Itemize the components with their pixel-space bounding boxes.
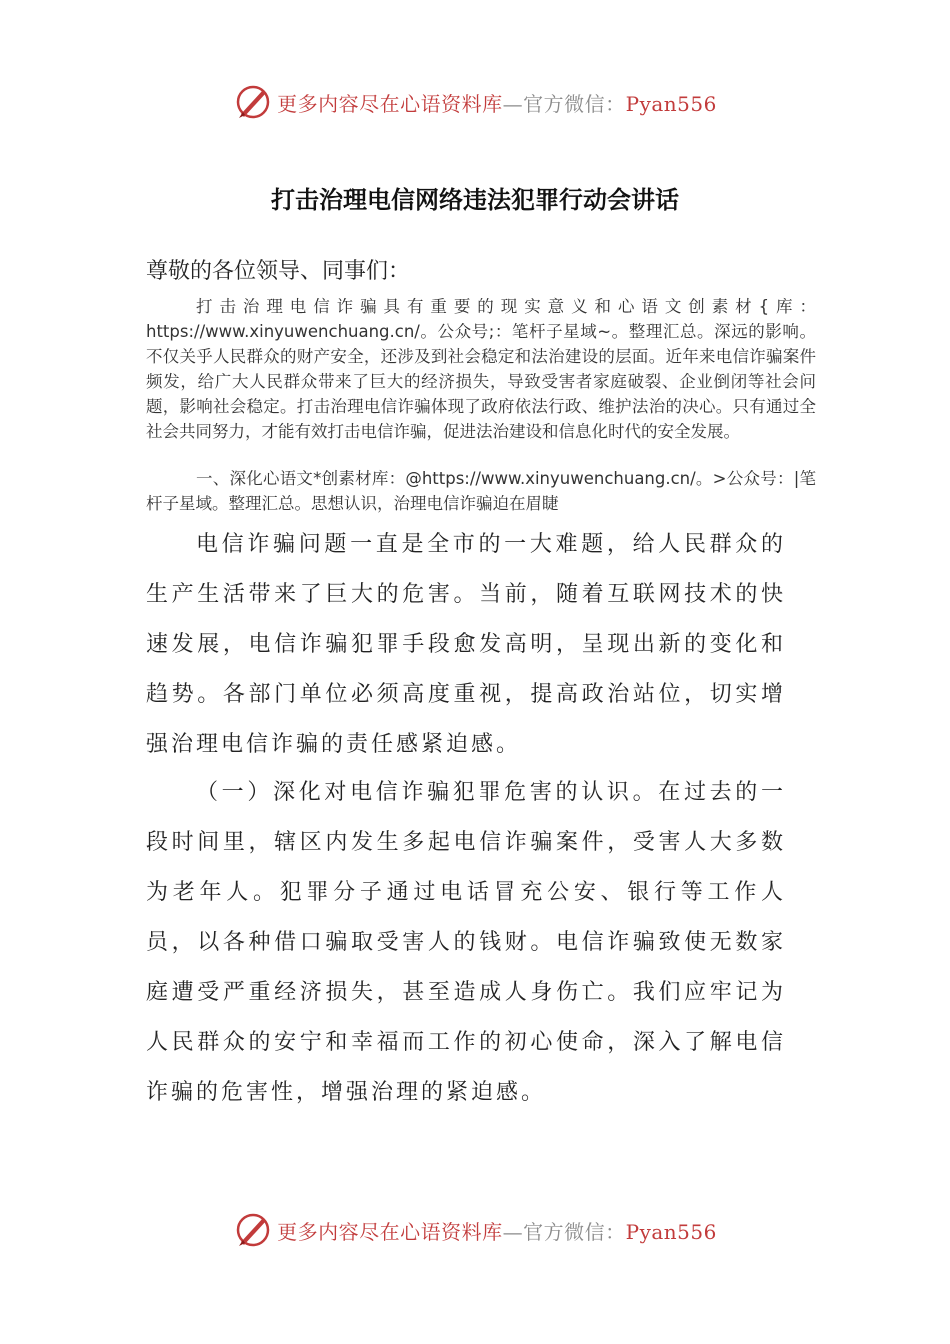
section-heading: 一、深化心语文*创素材库：@https://www.xinyuwenchuang.cn/。>公众号：|笔杆子星域。整理汇总。思想认识，治理电信诈骗迫在眉睫	[146, 469, 816, 513]
document-title: 打击治理电信网络违法犯罪行动会讲话	[271, 186, 679, 214]
banner-dash: —	[502, 1219, 524, 1244]
quill-pen-logo-icon	[233, 1210, 273, 1250]
banner-wechat-id: Pyan556	[625, 1219, 717, 1244]
banner-wechat-label: 官方微信：	[523, 91, 626, 116]
footer-banner	[0, 1208, 950, 1252]
banner-main-text: 更多内容尽在心语资料库	[277, 91, 503, 116]
banner-main-text: 更多内容尽在心语资料库	[277, 1219, 503, 1244]
banner-wechat-id: Pyan556	[625, 91, 717, 116]
banner-dash: —	[502, 91, 524, 116]
body-paragraph-1: 电信诈骗问题一直是全市的一大难题，给人民群众的生产生活带来了巨大的危害。当前，随着互联网技术的快速发展，电信诈骗犯罪手段愈发高明，呈现出新的变化和趋势。各部门单位必须高度重视，提高政治站位，切实增强治理电信诈骗的责任感紧迫感。	[146, 532, 786, 757]
quill-pen-logo-icon	[233, 82, 273, 122]
intro-paragraph: 打击治理电信诈骗具有重要的现实意义和心语文创素材{库：https://www.xinyuwenchuang.cn/。公众号;：笔杆子星域~。整理汇总。深远的影响。不仅关乎人民群众的财产安全，还涉及到社会稳定和法治建设的层面。近年来电信诈骗案件频发，给广大人民群众带来了巨大的经济损失，导致受害者家庭破裂、企业倒闭等社会问题，影响社会稳定。打击治理电信诈骗体现了政府依法行政、维护法治的决心。只有通过全社会共同努力，才能有效打击电信诈骗，促进法治建设和信息化时代的安全发展。	[146, 297, 816, 441]
body-paragraph-2: （一）深化对电信诈骗犯罪危害的认识。在过去的一段时间里，辖区内发生多起电信诈骗案件，受害人大多数为老年人。犯罪分子通过电话冒充公安、银行等工作人员，以各种借口骗取受害人的钱财。电信诈骗致使无数家庭遭受严重经济损失，甚至造成人身伤亡。我们应牢记为人民群众的安宁和幸福而工作的初心使命，深入了解电信诈骗的危害性，增强治理的紧迫感。	[146, 780, 786, 1105]
banner-text	[277, 88, 717, 117]
salutation: 尊敬的各位领导、同事们：	[146, 259, 411, 284]
banner-wechat-label: 官方微信：	[523, 1219, 626, 1244]
banner-text	[277, 1216, 717, 1245]
header-banner	[0, 80, 950, 124]
